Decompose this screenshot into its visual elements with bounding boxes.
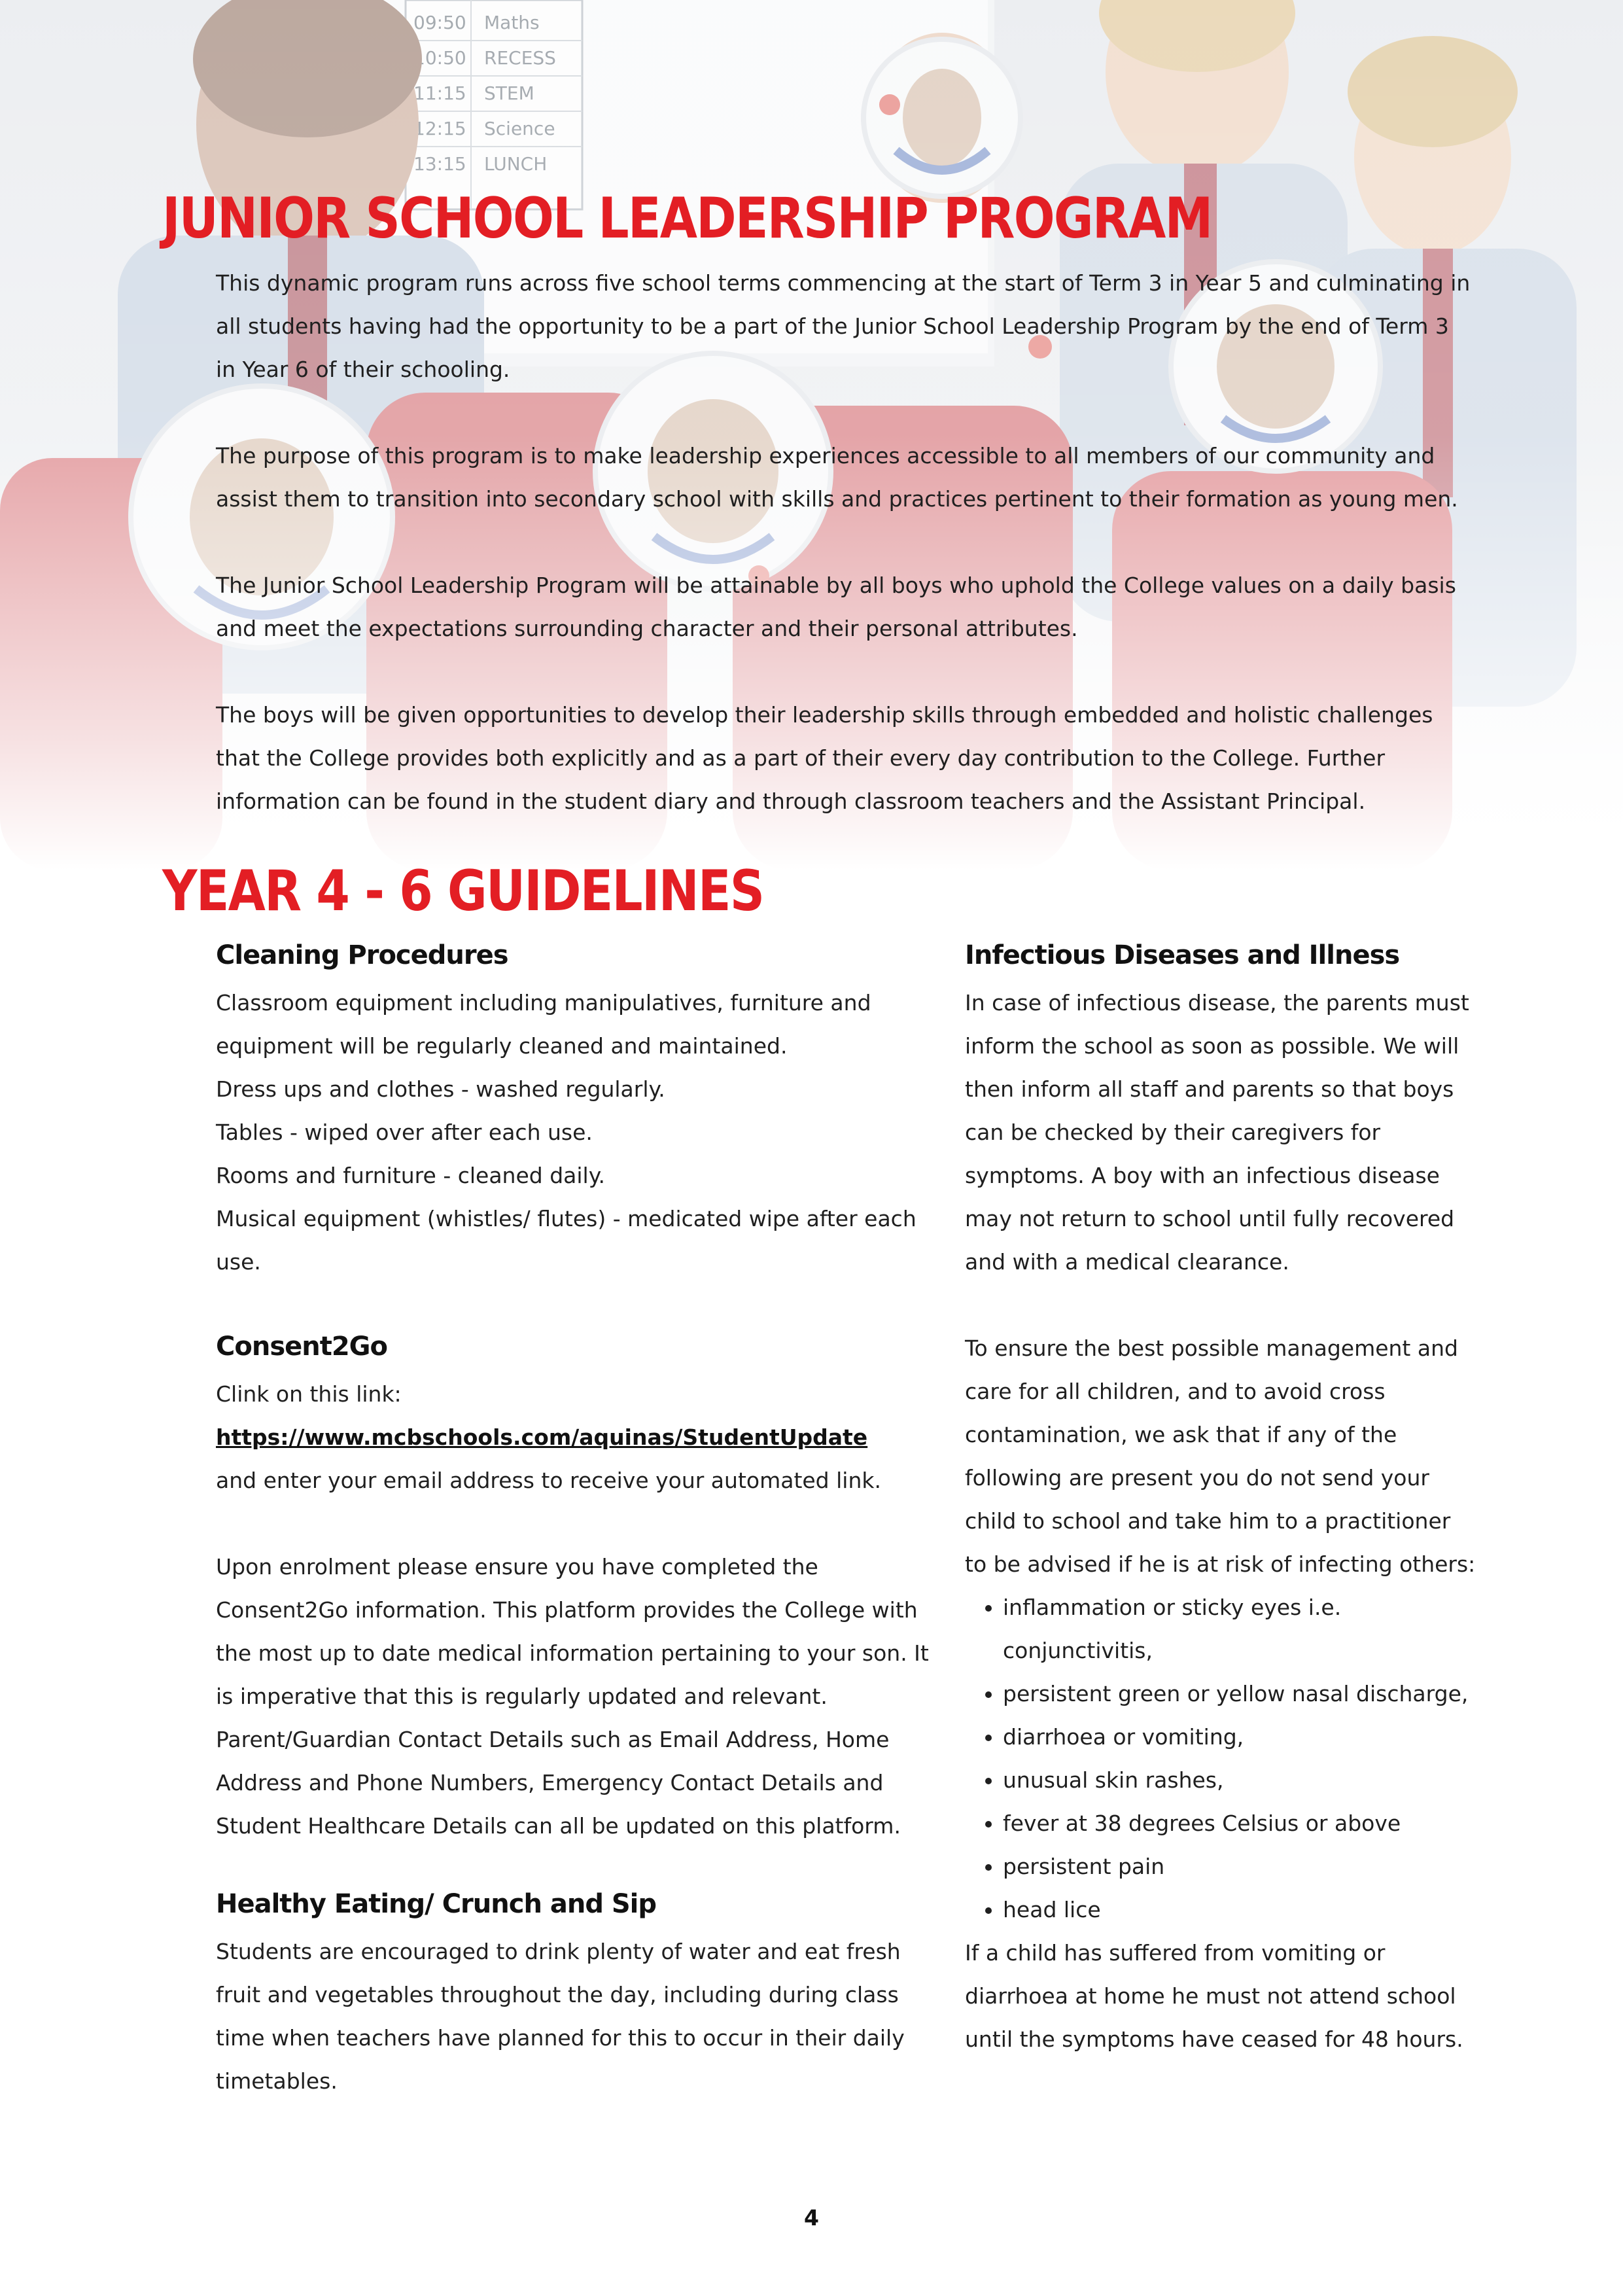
consent-heading: Consent2Go: [216, 1332, 387, 1362]
cleaning-line-5: Musical equipment (whistles/ flutes) - medicated wipe after each use.: [216, 1206, 916, 1275]
eating-paragraph: Students are encouraged to drink plenty of water and eat fresh fruit and vegetables throughout the day, including during class time when teachers have planned for this to occur in their daily timetables.: [216, 1939, 905, 2094]
infectious-paragraph-3: If a child has suffered from vomiting or diarrhoea at home he must not attend school until the symptoms have ceased for 48 hours.: [965, 1940, 1463, 2052]
consent-line-2: and enter your email address to receive your automated link.: [216, 1468, 881, 1493]
symptom-item: • fever at 38 degrees Celsius or above: [1003, 1802, 1478, 1845]
leadership-paragraph-4: The boys will be given opportunities to develop their leadership skills through embedded and holistic challenges that the College provides both explicitly and as a part of their every day contribution to the College. Further information can be found in the student diary and through classroom teachers and the Assistant Principal.: [216, 702, 1433, 814]
leadership-intro: [216, 262, 1472, 866]
infectious-heading: Infectious Diseases and Illness: [965, 940, 1400, 970]
leadership-paragraph-3: The Junior School Leadership Program will be attainable by all boys who uphold the College values on a daily basis and meet the expectations surrounding character and their personal attributes.: [216, 573, 1456, 641]
infectious-paragraph-2: To ensure the best possible management and care for all children, and to avoid cross contamination, we ask that if any of the following are present you do not send your child to school and take him to a practitioner to be advised if he is at risk of infecting others:: [965, 1335, 1476, 1577]
symptom-item: • persistent pain: [1003, 1845, 1478, 1888]
symptom-item: • diarrhoea or vomiting,: [1003, 1716, 1478, 1759]
consent-line-1: Clink on this link:: [216, 1381, 402, 1407]
guidelines-left-column: [216, 936, 942, 2103]
leadership-paragraph-1: This dynamic program runs across five school terms commencing at the start of Term 3 in Year 5 and culminating in all students having had the opportunity to be a part of the Junior School Leadership Program by the end of Term 3 in Year 6 of their schooling.: [216, 270, 1471, 382]
consent2go-link[interactable]: https://www.mcbschools.com/aquinas/StudentUpdate: [216, 1424, 868, 1450]
consent-paragraph: Upon enrolment please ensure you have completed the Consent2Go information. This platform provides the College with the most up to date medical information pertaining to your son. It is imperative that this is regularly updated and relevant. Parent/Guardian Contact Details such as Email Address, Home Address and Phone Numbers, Emergency Contact Details and Student Healthcare Details can all be updated on this platform.: [216, 1554, 929, 1839]
guidelines-right-column: [965, 936, 1478, 2061]
symptom-list: [965, 1586, 1478, 1932]
leadership-paragraph-2: The purpose of this program is to make leadership experiences accessible to all members of our community and assist them to transition into secondary school with skills and practices pertinent to their formation as young men.: [216, 443, 1458, 512]
symptom-item: • head lice: [1003, 1888, 1478, 1932]
page-number: 4: [804, 2205, 819, 2231]
cleaning-line-4: Rooms and furniture - cleaned daily.: [216, 1163, 606, 1188]
cleaning-line-2: Dress ups and clothes - washed regularly.: [216, 1076, 665, 1102]
cleaning-line-1: Classroom equipment including manipulatives, furniture and equipment will be regularly cleaned and maintained.: [216, 990, 871, 1059]
symptom-item: • inflammation or sticky eyes i.e. conjunctivitis,: [1003, 1586, 1478, 1672]
infectious-paragraph-1: In case of infectious disease, the parents must inform the school as soon as possible. We will then inform all staff and parents so that boys can be checked by their caregivers for symptoms. A boy with an infectious disease may not return to school until fully recovered and with a medical clearance.: [965, 990, 1469, 1275]
cleaning-heading: Cleaning Procedures: [216, 940, 508, 970]
symptom-item: • unusual skin rashes,: [1003, 1759, 1478, 1802]
guidelines-title: YEAR 4 - 6 GUIDELINES: [162, 858, 764, 924]
leadership-program-title: JUNIOR SCHOOL LEADERSHIP PROGRAM: [162, 186, 1212, 251]
cleaning-line-3: Tables - wiped over after each use.: [216, 1120, 593, 1145]
eating-heading: Healthy Eating/ Crunch and Sip: [216, 1889, 657, 1919]
symptom-item: • persistent green or yellow nasal discharge,: [1003, 1672, 1478, 1716]
